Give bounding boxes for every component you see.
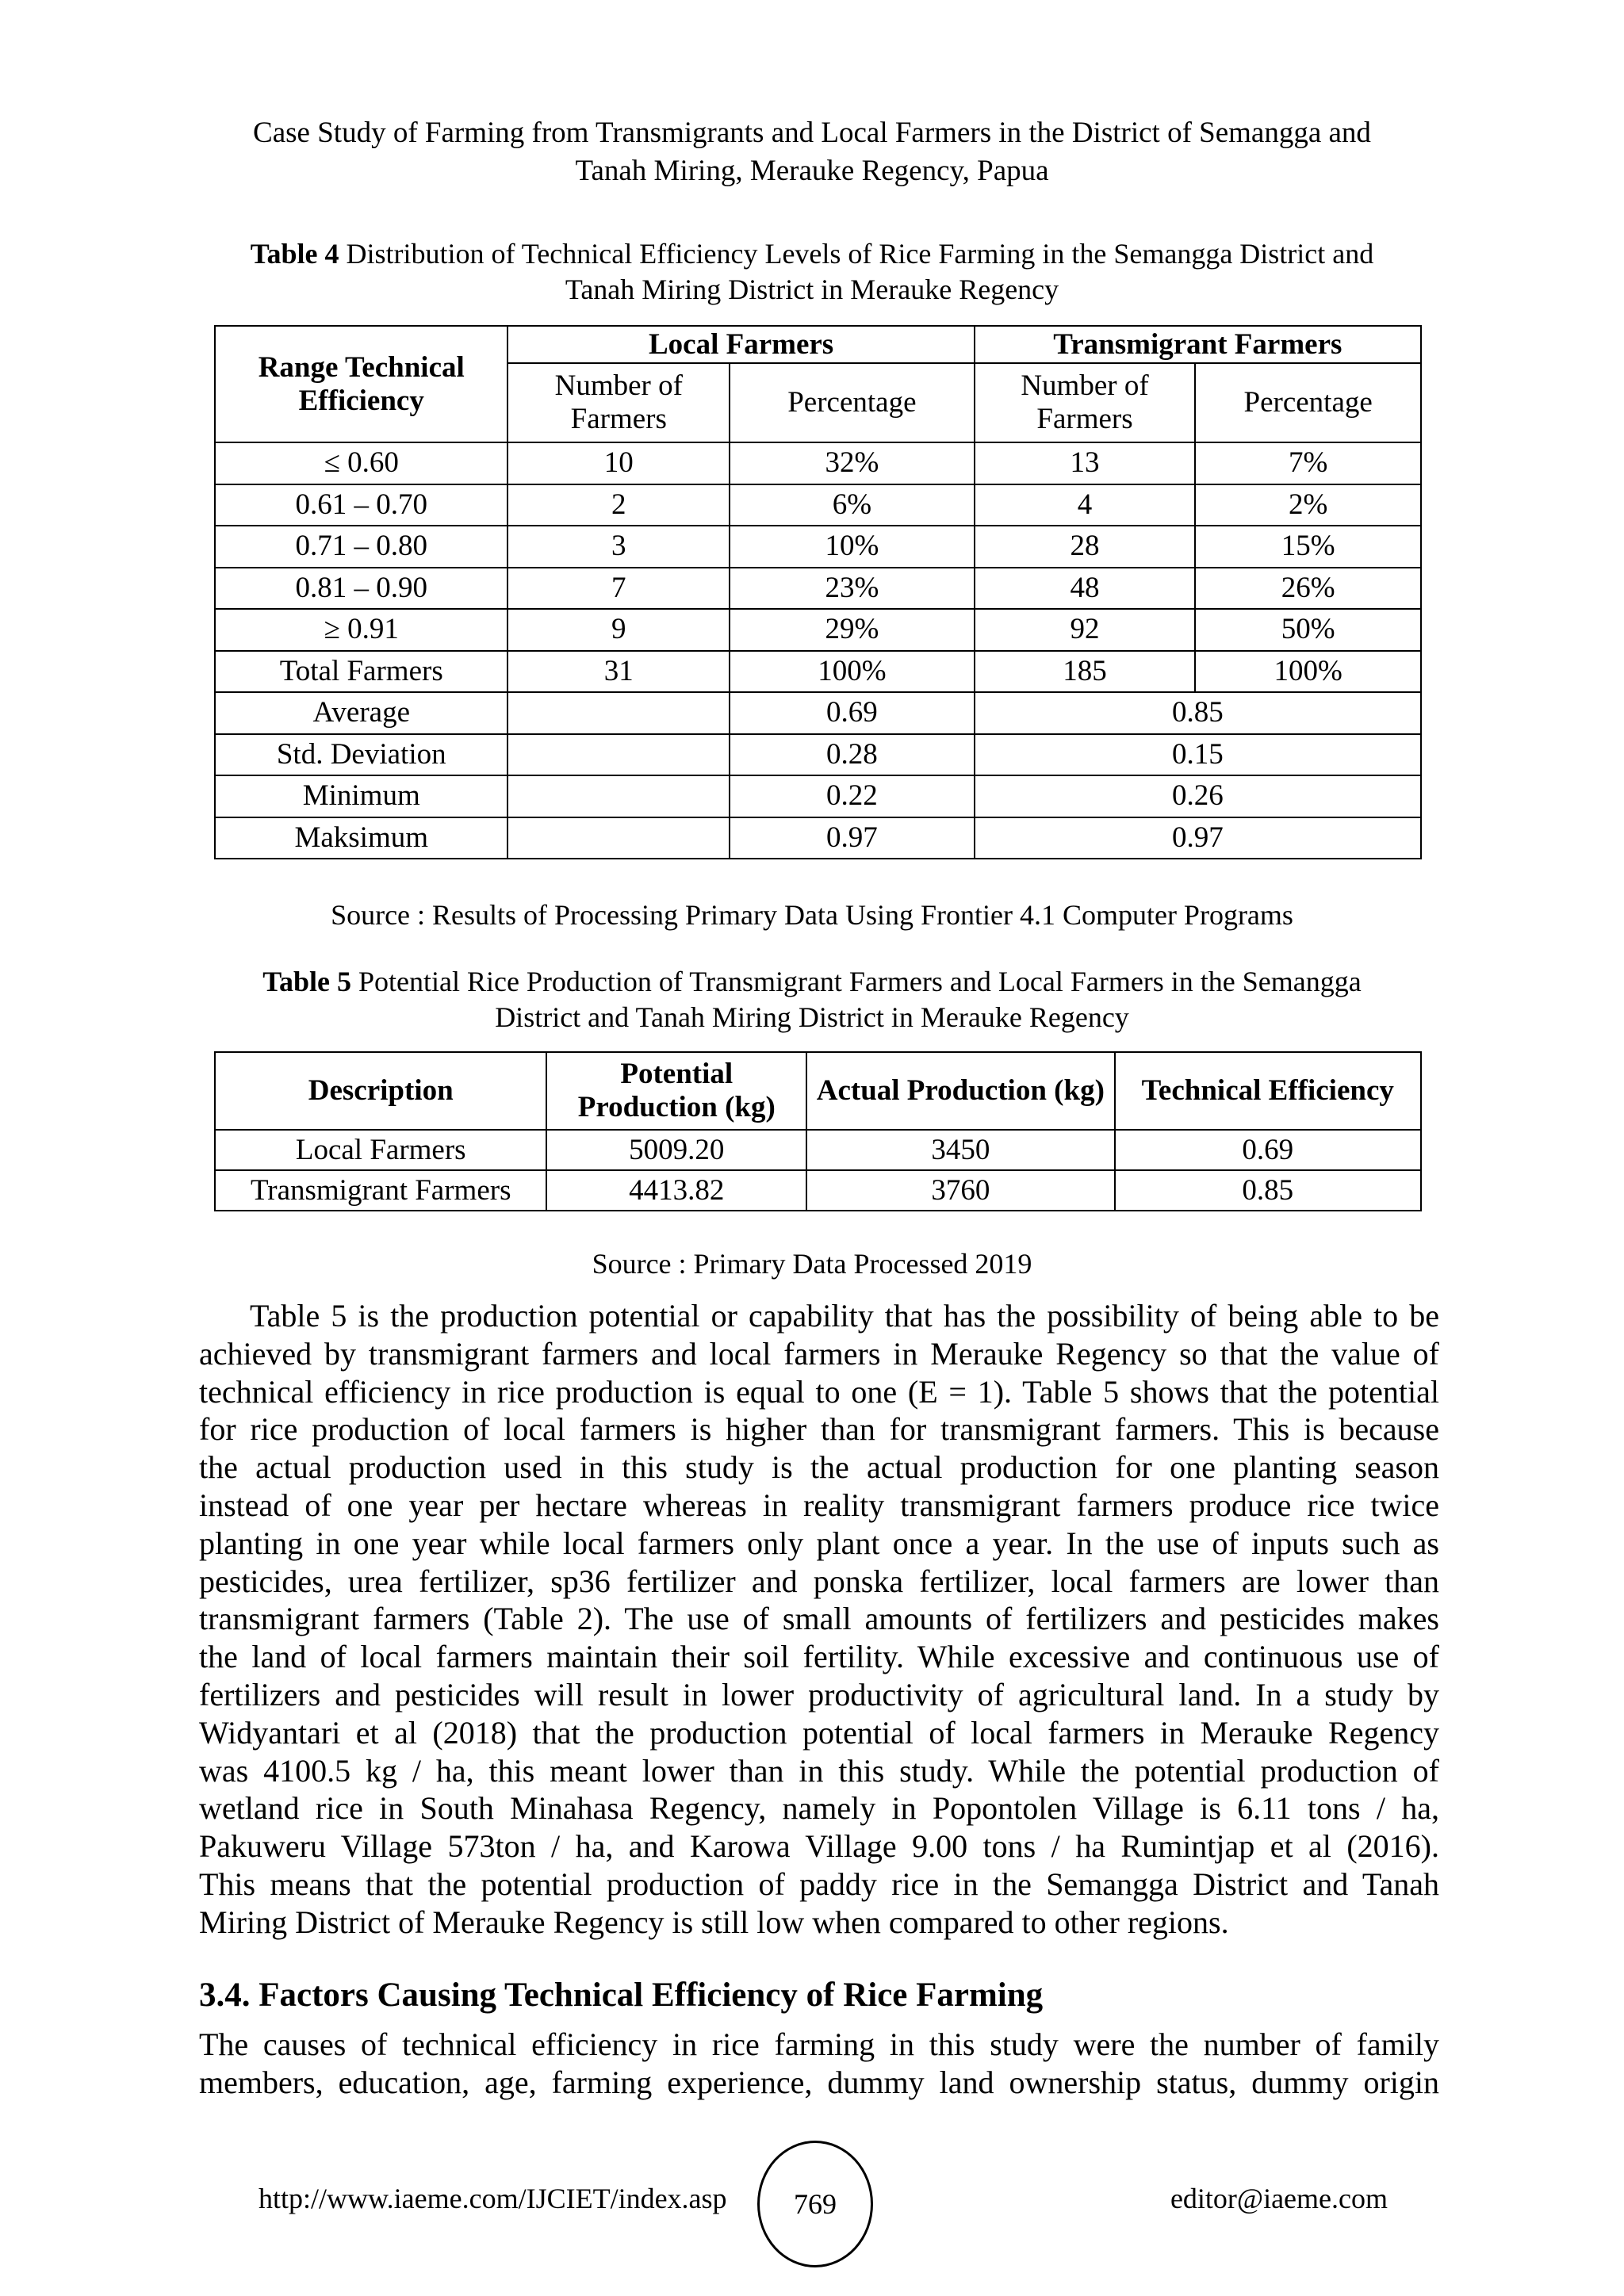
text-line: for rice production of local farmers is higher than for transmigrant farmers. This is because	[199, 1411, 1439, 1448]
text-line: members, education, age, farming experience, dummy land ownership status, dummy origin	[199, 2064, 1439, 2100]
cell: 3	[508, 526, 730, 568]
text-line: was 4100.5 kg / ha, this meant lower than in this study. While the potential production of	[199, 1752, 1439, 1789]
table5-source: Source : Primary Data Processed 2019	[592, 1248, 1032, 1280]
table-row	[215, 526, 1421, 568]
footer-email[interactable]: editor@iaeme.com	[1170, 2183, 1388, 2214]
section-heading: 3.4. Factors Causing Technical Efficiency of Rice Farming	[199, 1976, 1044, 2014]
cell: 92	[975, 609, 1196, 651]
cell: 0.15	[975, 734, 1421, 776]
header-efficiency: Technical Efficiency	[1115, 1052, 1421, 1130]
header-description: Description	[215, 1052, 546, 1130]
cell: Local Farmers	[215, 1130, 546, 1170]
cell: 9	[508, 609, 730, 651]
cell: 0.22	[730, 775, 975, 817]
cell: 0.71 – 0.80	[215, 526, 508, 568]
text-line: instead of one year per hectare whereas in reality transmigrant farmers produce rice twice	[199, 1487, 1439, 1523]
text-line: achieved by transmigrant farmers and local farmers in Merauke Regency so that the value of	[199, 1335, 1439, 1372]
caption-label: Table 5	[262, 966, 351, 997]
cell: ≤ 0.60	[215, 442, 508, 484]
cell: 6%	[730, 484, 975, 526]
table-row	[215, 442, 1421, 484]
cell	[508, 775, 730, 817]
cell: 7	[508, 568, 730, 610]
text-line: planting in one year while local farmers only plant once a year. In the use of inputs such as	[199, 1525, 1439, 1561]
text-line: pesticides, urea fertilizer, sp36 fertilizer and ponska fertilizer, local farmers are lower than	[199, 1563, 1439, 1599]
page-number	[757, 2141, 873, 2267]
header-range: Range Technical Efficiency	[215, 326, 508, 442]
text-line: the land of local farmers maintain their soil fertility. While excessive and continuous use of	[199, 1639, 1439, 1675]
text-line: Widyantari et al (2018) that the production potential of local farmers in Merauke Regency	[199, 1714, 1439, 1751]
header-percentage: Percentage	[1195, 363, 1421, 442]
page-number-text: 769	[794, 2188, 837, 2220]
stat-row	[215, 817, 1421, 859]
header-local: Local Farmers	[508, 326, 974, 363]
cell: 185	[975, 651, 1196, 693]
cell	[508, 734, 730, 776]
text-line: Miring District of Merauke Regency is still low when compared to other regions.	[199, 1904, 1229, 1940]
cell: 100%	[730, 651, 975, 693]
text-line: Pakuweru Village 573ton / ha, and Karowa Village 9.00 tons / ha Rumintjap et al (2016).	[199, 1828, 1439, 1865]
text-line: fertilizers and pesticides will result in lower productivity of agricultural land. In a study by	[199, 1676, 1439, 1712]
header-line: Tanah Miring, Merauke Regency, Papua	[575, 155, 1049, 187]
table4-caption	[0, 236, 1624, 308]
cell: 0.97	[730, 817, 975, 859]
table-row	[215, 609, 1421, 651]
table-row	[215, 651, 1421, 693]
body-paragraph	[199, 1297, 1439, 1942]
stat-row	[215, 734, 1421, 776]
header-line: Case Study of Farming from Transmigrants and Local Farmers in the District of Semangga and	[253, 117, 1371, 149]
cell: 0.97	[975, 817, 1421, 859]
cell	[508, 692, 730, 734]
table5-caption	[0, 964, 1624, 1035]
text-line: technical efficiency in rice production is equal to one (E = 1). Table 5 shows that the potential	[199, 1373, 1439, 1410]
text-line: transmigrant farmers (Table 2). The use of small amounts of fertilizers and pesticides makes	[199, 1601, 1439, 1637]
cell: Transmigrant Farmers	[215, 1170, 546, 1211]
cell: 0.61 – 0.70	[215, 484, 508, 526]
cell: 4	[975, 484, 1196, 526]
cell: 26%	[1195, 568, 1421, 610]
caption-label: Table 4	[250, 238, 339, 270]
cell: 0.26	[975, 775, 1421, 817]
cell: 2%	[1195, 484, 1421, 526]
header-actual: Actual Production (kg)	[806, 1052, 1114, 1130]
caption-text: Tanah Miring District in Merauke Regency	[565, 274, 1059, 305]
cell: 32%	[730, 442, 975, 484]
header-transmigrant: Transmigrant Farmers	[975, 326, 1421, 363]
stat-row	[215, 775, 1421, 817]
cell: 0.85	[975, 692, 1421, 734]
cell: 7%	[1195, 442, 1421, 484]
cell: 29%	[730, 609, 975, 651]
table-row	[215, 1170, 1421, 1211]
cell: 5009.20	[546, 1130, 806, 1170]
running-header	[0, 114, 1624, 190]
text-line: the actual production used in this study is the actual production for one planting season	[199, 1449, 1439, 1486]
table4-source: Source : Results of Processing Primary Data Using Frontier 4.1 Computer Programs	[331, 899, 1293, 931]
header-number: Number of Farmers	[975, 363, 1196, 442]
cell: 31	[508, 651, 730, 693]
table5	[214, 1051, 1422, 1211]
text-line: This means that the potential production of paddy rice in the Semangga District and Tanah	[199, 1866, 1439, 1902]
table-row	[215, 1130, 1421, 1170]
cell: 15%	[1195, 526, 1421, 568]
cell: 48	[975, 568, 1196, 610]
cell: 0.85	[1115, 1170, 1421, 1211]
cell: 2	[508, 484, 730, 526]
cell: 0.81 – 0.90	[215, 568, 508, 610]
cell: 0.69	[1115, 1130, 1421, 1170]
header-potential: Potential Production (kg)	[546, 1052, 806, 1130]
cell: Maksimum	[215, 817, 508, 859]
cell: Minimum	[215, 775, 508, 817]
cell: 0.28	[730, 734, 975, 776]
cell: 0.69	[730, 692, 975, 734]
cell: 100%	[1195, 651, 1421, 693]
caption-text: Distribution of Technical Efficiency Levels of Rice Farming in the Semangga District and	[339, 238, 1374, 270]
caption-text: District and Tanah Miring District in Merauke Regency	[495, 1001, 1129, 1033]
text-line: Table 5 is the production potential or capability that has the possibility of being able to be	[250, 1298, 1439, 1334]
stat-row	[215, 692, 1421, 734]
header-number: Number of Farmers	[508, 363, 730, 442]
cell: 10	[508, 442, 730, 484]
cell: 50%	[1195, 609, 1421, 651]
body-paragraph	[199, 2026, 1439, 2102]
footer-url[interactable]: http://www.iaeme.com/IJCIET/index.asp	[259, 2183, 727, 2214]
header-percentage: Percentage	[730, 363, 975, 442]
cell: Total Farmers	[215, 651, 508, 693]
cell: ≥ 0.91	[215, 609, 508, 651]
cell: 13	[975, 442, 1196, 484]
table4	[214, 325, 1422, 859]
cell: 4413.82	[546, 1170, 806, 1211]
cell: 3450	[806, 1130, 1114, 1170]
text-line: wetland rice in South Minahasa Regency, namely in Popontolen Village is 6.11 tons / ha,	[199, 1790, 1439, 1827]
cell: 23%	[730, 568, 975, 610]
cell: 3760	[806, 1170, 1114, 1211]
table-row	[215, 568, 1421, 610]
cell: Average	[215, 692, 508, 734]
table-row	[215, 484, 1421, 526]
cell: 10%	[730, 526, 975, 568]
cell	[508, 817, 730, 859]
cell: 28	[975, 526, 1196, 568]
cell: Std. Deviation	[215, 734, 508, 776]
caption-text: Potential Rice Production of Transmigrant Farmers and Local Farmers in the Semangga	[350, 966, 1362, 997]
text-line: The causes of technical efficiency in rice farming in this study were the number of family	[199, 2026, 1439, 2062]
